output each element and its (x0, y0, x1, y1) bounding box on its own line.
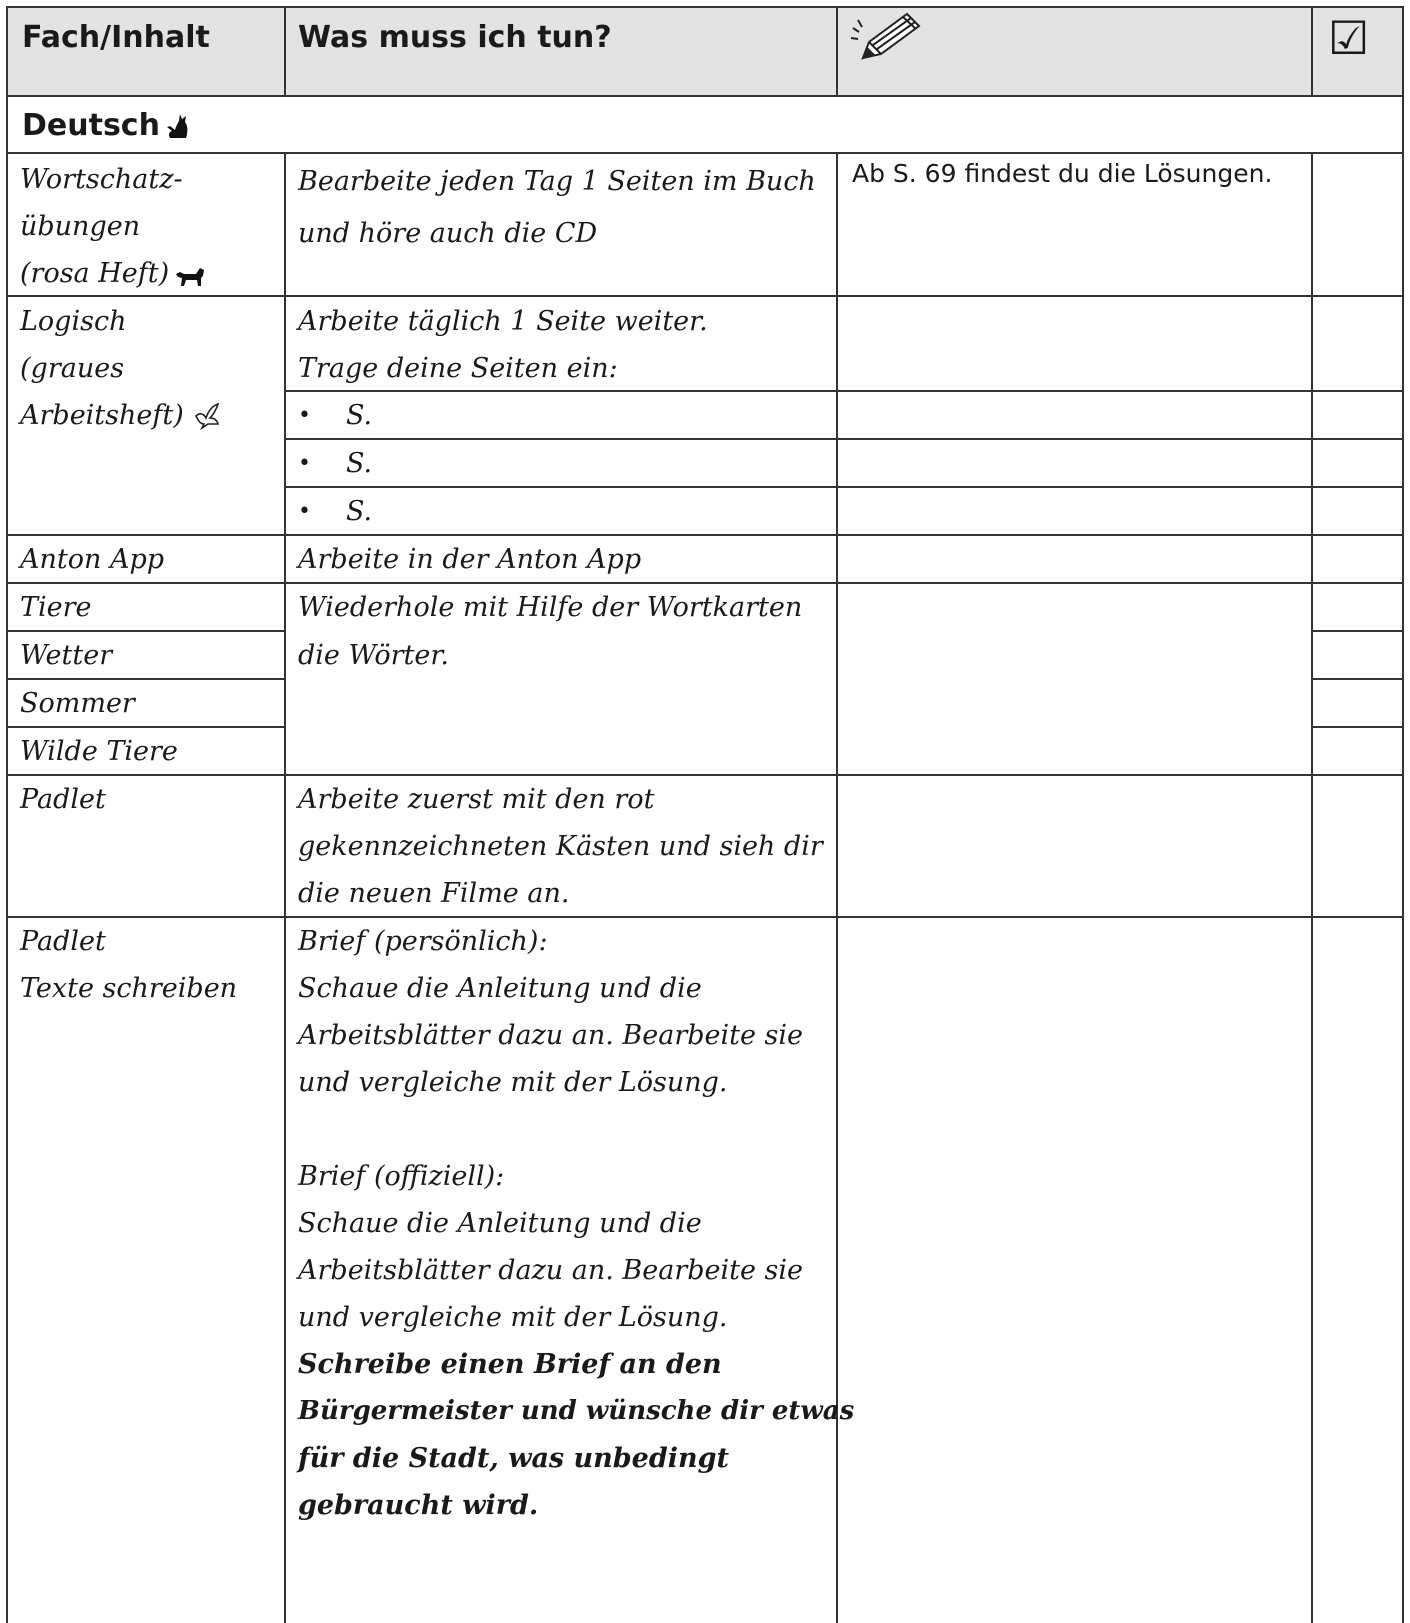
subject-line: Arbeitsheft) (20, 400, 184, 431)
task-line: gekennzeichneten Kästen und sieh dir (298, 831, 823, 862)
row-divider (6, 534, 1404, 536)
row-divider (6, 916, 1404, 918)
row-divider (6, 295, 1404, 297)
header-subject: Fach/Inhalt (22, 20, 210, 55)
subject-line: Padlet (20, 926, 106, 957)
column-divider (284, 6, 286, 95)
subject-line: Tiere (20, 592, 92, 623)
page-entry: S. (346, 400, 373, 431)
task-line: Schaue die Anleitung und die (298, 973, 702, 1004)
task-line: die neuen Filme an. (298, 878, 570, 909)
solution-note: Ab S. 69 findest du die Lösungen. (852, 159, 1273, 188)
task-line: Brief (offiziell): (298, 1161, 505, 1192)
table-border-right (1402, 6, 1404, 1623)
task-line: Trage deine Seiten ein: (298, 353, 618, 384)
task-line-bold: Bürgermeister und wünsche dir etwas (298, 1396, 855, 1426)
header-background (6, 6, 1402, 96)
column-divider (1311, 6, 1313, 95)
subject-line: Wortschatz- (20, 164, 183, 195)
task-line: Arbeite täglich 1 Seite weiter. (298, 306, 708, 337)
task-line: Bearbeite jeden Tag 1 Seiten im Buch (298, 166, 816, 197)
row-divider (1311, 726, 1404, 728)
page-entry: S. (346, 448, 373, 479)
header-divider (6, 95, 1404, 97)
header-task: Was muss ich tun? (298, 20, 612, 55)
task-line: Arbeite zuerst mit den rot (298, 784, 655, 815)
page-entry: S. (346, 496, 373, 527)
task-line: und höre auch die CD (298, 218, 598, 249)
task-line-bold: gebraucht wird. (298, 1490, 539, 1521)
subject-line: (graues (20, 353, 125, 384)
subject-line: Wilde Tiere (20, 736, 178, 767)
task-line: Brief (persönlich): (298, 926, 548, 957)
row-divider (284, 486, 1404, 488)
subject-line: Sommer (20, 688, 135, 719)
task-line: die Wörter. (298, 640, 449, 671)
row-divider (6, 774, 1404, 776)
column-divider (1311, 152, 1313, 1623)
subject-line: (rosa Heft) (20, 258, 170, 289)
subject-line: Texte schreiben (20, 973, 238, 1004)
dove-icon (192, 402, 222, 430)
section-title: Deutsch (22, 108, 160, 143)
bullet-icon: • (298, 499, 311, 524)
table-border-left (6, 6, 8, 1623)
bullet-icon: • (298, 403, 311, 428)
task-line: Schaue die Anleitung und die (298, 1208, 702, 1239)
column-divider (284, 152, 286, 1623)
bullet-icon: • (298, 451, 311, 476)
pencil-icon (849, 8, 925, 64)
task-line: und vergleiche mit der Lösung. (298, 1067, 728, 1098)
subject-line: Padlet (20, 784, 106, 815)
subject-line: Anton App (20, 544, 165, 575)
task-line-bold: für die Stadt, was unbedingt (298, 1443, 729, 1474)
task-line: und vergleiche mit der Lösung. (298, 1302, 728, 1333)
task-line: Arbeite in der Anton App (298, 544, 642, 575)
row-divider (1311, 678, 1404, 680)
column-divider (836, 6, 838, 95)
row-divider (1311, 630, 1404, 632)
row-divider (284, 438, 1404, 440)
task-line-bold: Schreibe einen Brief an den (298, 1349, 722, 1380)
subject-line: Logisch (20, 306, 127, 337)
task-line: Arbeitsblätter dazu an. Bearbeite sie (298, 1255, 804, 1286)
checkbox-checked-icon: ☑ (1328, 11, 1370, 65)
section-divider (6, 152, 1404, 154)
dog-icon (174, 262, 206, 288)
task-line: Arbeitsblätter dazu an. Bearbeite sie (298, 1020, 804, 1051)
table-border-top (6, 6, 1404, 8)
subject-line: übungen (20, 211, 141, 242)
subject-line: Wetter (20, 640, 113, 671)
cat-icon (164, 112, 190, 142)
task-line: Wiederhole mit Hilfe der Wortkarten (298, 592, 803, 623)
